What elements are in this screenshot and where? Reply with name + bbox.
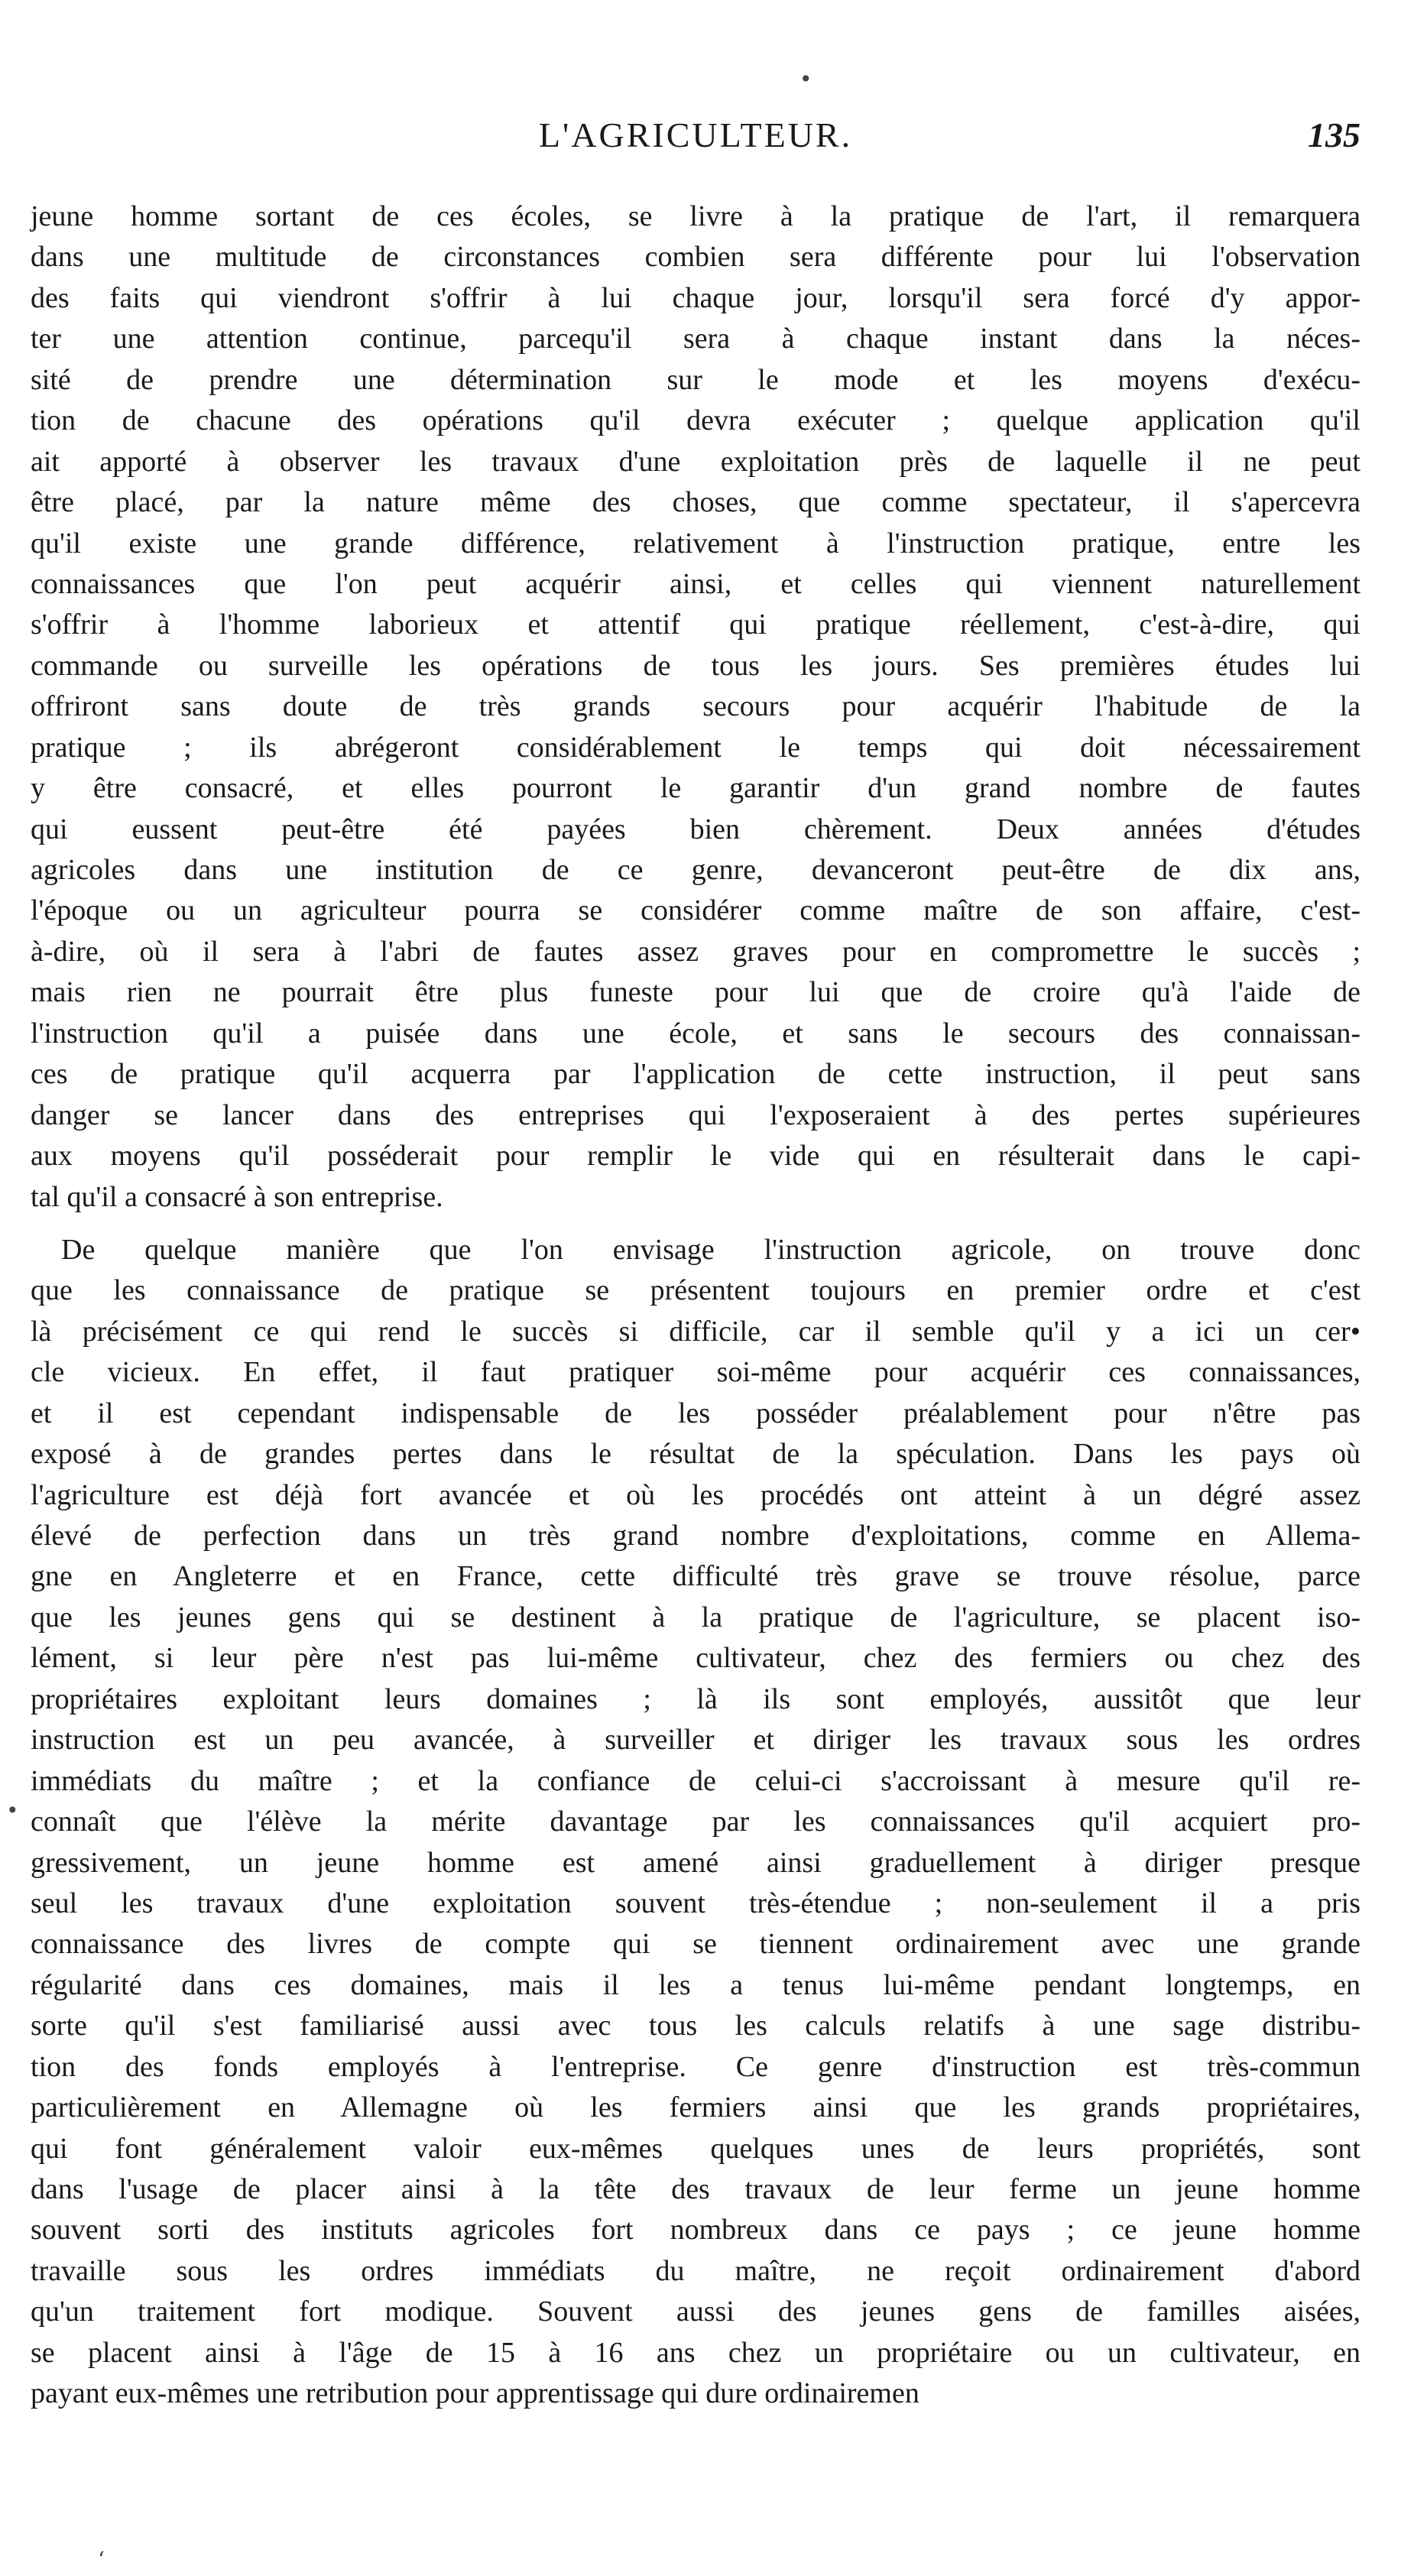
page-header — [31, 115, 1361, 161]
text-line: élevé de perfection dans un très grand nombre d'exploitations, comme en Allema- — [31, 1520, 1361, 1552]
text-line: offriront sans doute de très grands secours pour acquérir l'habitude de la — [31, 690, 1361, 723]
text-line: cle vicieux. En effet, il faut pratiquer soi-même pour acquérir ces connaissances, — [31, 1356, 1361, 1389]
text-line: et il est cependant indispensable de les posséder préalablement pour n'être pas — [31, 1397, 1361, 1429]
text-line: propriétaires exploitant leurs domaines ; là ils sont employés, aussitôt que leur — [31, 1682, 1361, 1715]
text-line: ait apporté à observer les travaux d'une exploitation près de laquelle il ne peut — [31, 445, 1361, 478]
text-line: tion de chacune des opérations qu'il devra exécuter ; quelque application qu'il — [31, 404, 1361, 437]
text-line: agricoles dans une institution de ce genre, devanceront peut-être de dix ans, — [31, 854, 1361, 886]
text-line: dans l'usage de placer ainsi à la tête des travaux de leur ferme un jeune homme — [31, 2173, 1361, 2205]
text-line: gne en Angleterre et en France, cette difficulté très grave se trouve résolue, parce — [31, 1560, 1361, 1593]
text-line: aux moyens qu'il posséderait pour remplir le vide qui en résulterait dans le capi- — [31, 1140, 1361, 1173]
text-line: que les connaissance de pratique se présentent toujours en premier ordre et c'est — [31, 1274, 1361, 1307]
text-line: qu'il existe une grande différence, relativement à l'instruction pratique, entre les — [31, 527, 1361, 560]
text-line: souvent sorti des instituts agricoles fort nombreux dans ce pays ; ce jeune homme — [31, 2214, 1361, 2247]
text-line: connaît que l'élève la mérite davantage par les connaissances qu'il acquiert pro- — [31, 1805, 1361, 1838]
top-dot: • — [799, 67, 812, 92]
running-title: L'AGRICULTEUR. — [538, 115, 853, 154]
margin-dot: • — [6, 1798, 19, 1823]
text-line: mais rien ne pourrait être plus funeste pour lui que de croire qu'à l'aide de — [31, 976, 1361, 1009]
text-line: l'époque ou un agriculteur pourra se considérer comme maître de son affaire, c'est- — [31, 894, 1361, 927]
body-text — [31, 196, 1361, 2415]
page-number: 135 — [1308, 115, 1361, 154]
text-line: payant eux-mêmes une retribution pour apprentissage qui dure ordinairemen — [31, 2377, 919, 2410]
text-line: qu'un traitement fort modique. Souvent aussi des jeunes gens de familles aisées, — [31, 2295, 1361, 2328]
text-line: sorte qu'il s'est familiarisé aussi avec tous les calculs relatifs à une sage distribu- — [31, 2010, 1361, 2042]
text-line: que les jeunes gens qui se destinent à la pratique de l'agriculture, se placent iso- — [31, 1601, 1361, 1634]
text-line: exposé à de grandes pertes dans le résultat de la spéculation. Dans les pays où — [31, 1438, 1361, 1471]
bottom-tick: ‘ — [98, 2547, 105, 2572]
text-line: ter une attention continue, parcequ'il sera à chaque instant dans la néces- — [31, 323, 1361, 355]
text-line: immédiats du maître ; et la confiance de celui-ci s'accroissant à mesure qu'il re- — [31, 1764, 1361, 1797]
text-line: des faits qui viendront s'offrir à lui chaque jour, lorsqu'il sera forcé d'y appor- — [31, 281, 1361, 314]
text-line: dans une multitude de circonstances combien sera différente pour lui l'observation — [31, 241, 1361, 274]
text-line: connaissance des livres de compte qui se tiennent ordinairement avec une grande — [31, 1928, 1361, 1961]
text-line: l'agriculture est déjà fort avancée et où les procédés ont atteint à un dégré assez — [31, 1478, 1361, 1511]
text-line: commande ou surveille les opérations de tous les jours. Ses premières études lui — [31, 649, 1361, 682]
paragraph-2 — [31, 1230, 1361, 2415]
text-line: se placent ainsi à l'âge de 15 à 16 ans chez un propriétaire ou un cultivateur, en — [31, 2336, 1361, 2369]
text-line: jeune homme sortant de ces écoles, se livre à la pratique de l'art, il remarquera — [31, 200, 1361, 232]
text-line: s'offrir à l'homme laborieux et attentif qui pratique réellement, c'est-à-dire, qui — [31, 608, 1361, 641]
text-line: tion des fonds employés à l'entreprise. Ce genre d'instruction est très-commun — [31, 2050, 1361, 2083]
text-line: De quelque manière que l'on envisage l'instruction agricole, on trouve donc — [61, 1233, 1361, 1266]
text-line: là précisément ce qui rend le succès si difficile, car il semble qu'il y a ici un cer• — [31, 1315, 1361, 1348]
text-line: à-dire, où il sera à l'abri de fautes assez graves pour en compromettre le succès ; — [31, 935, 1361, 968]
text-line: particulièrement en Allemagne où les fermiers ainsi que les grands propriétaires, — [31, 2091, 1361, 2124]
paragraph-1 — [31, 196, 1361, 1218]
text-line: qui eussent peut-être été payées bien chèrement. Deux années d'études — [31, 813, 1361, 845]
paragraph-gap — [31, 1218, 1361, 1230]
text-line: être placé, par la nature même des choses, que comme spectateur, il s'apercevra — [31, 486, 1361, 519]
text-line: danger se lancer dans des entreprises qui l'exposeraient à des pertes supérieures — [31, 1098, 1361, 1131]
text-line: instruction est un peu avancée, à surveiller et diriger les travaux sous les ordres — [31, 1724, 1361, 1757]
text-line: connaissances que l'on peut acquérir ainsi, et celles qui viennent naturellement — [31, 567, 1361, 600]
text-line: tal qu'il a consacré à son entreprise. — [31, 1180, 443, 1213]
text-line: ces de pratique qu'il acquerra par l'application de cette instruction, il peut sans — [31, 1058, 1361, 1091]
text-line: y être consacré, et elles pourront le garantir d'un grand nombre de fautes — [31, 772, 1361, 805]
text-line: sité de prendre une détermination sur le mode et les moyens d'exécu- — [31, 363, 1361, 396]
text-line: pratique ; ils abrégeront considérablement le temps qui doit nécessairement — [31, 731, 1361, 764]
text-line: qui font généralement valoir eux-mêmes quelques unes de leurs propriétés, sont — [31, 2132, 1361, 2165]
text-line: régularité dans ces domaines, mais il les a tenus lui-même pendant longtemps, en — [31, 1968, 1361, 2001]
text-line: travaille sous les ordres immédiats du maître, ne reçoit ordinairement d'abord — [31, 2254, 1361, 2287]
text-line: seul les travaux d'une exploitation souvent très-étendue ; non-seulement il a pris — [31, 1887, 1361, 1919]
text-line: l'instruction qu'il a puisée dans une école, et sans le secours des connaissan- — [31, 1017, 1361, 1050]
text-line: gressivement, un jeune homme est amené ainsi graduellement à diriger presque — [31, 1846, 1361, 1879]
text-line: lément, si leur père n'est pas lui-même cultivateur, chez des fermiers ou chez des — [31, 1642, 1361, 1675]
